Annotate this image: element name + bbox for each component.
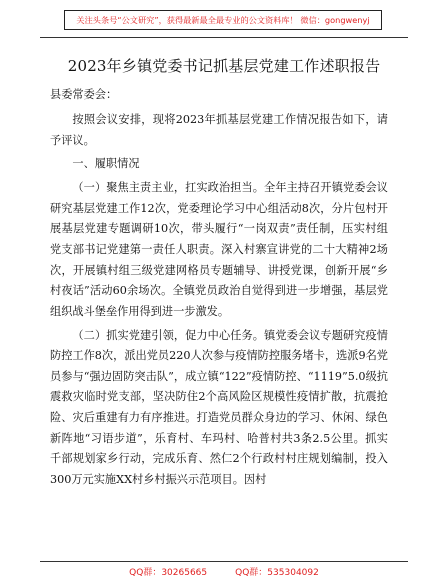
promo-banner: 关注头条号“公文研究”，获得最新最全最专业的公文资料库！ 微信：gongwenyj (64, 10, 382, 30)
qq-group-1: QQ群：30265665 (129, 568, 208, 578)
paragraph-party-building-leadership: （二）抓实党建引领，促力中心任务。镇党委会议专题研究疫情防控工作8次，派出党员220人次参与疫情防控服务堵卡，选派9名党员参与“强边固防突击队”，成立镇“122”疫情防控、“1119”5.0级抗震救灾临时党支部，坚决防住2个高风险区规模性疫情扩散，抗震抢险、灾后重建有力有序推进。打造党员群众身边的学习、休闲、绿色新阵地“习语步道”，乐育村、车玛村、哈普村共3条2.5公里。抓实千部规划家乡行动，完成乐育、然仁2个行政村村庄规划编制，投入300万元实施XX村乡村振兴示范项目。因村 (50, 328, 388, 486)
intro-paragraph: 按照会议安排，现将2023年抓基层党建工作情况报告如下，请予评议。 (50, 113, 388, 147)
qq-group-2: QQ群：535304092 (235, 568, 319, 578)
section-heading-performance: 一、履职情况 (72, 157, 140, 171)
paragraph-political-responsibility: （一）聚焦主责主业，扛实政治担当。全年主持召开镇党委会议研究基层党建工作12次，党委理论学习中心组活动8次，分片包村开展基层党建专题调研10次，带头履行“一岗双责”责任制，压实村组党支部书记党建第一责任人职责。深入村寨宣讲党的二十大精神2场次，开展镇村组三级党建网格员专题辅导、讲授党课，创新开展“乡村夜话”活动60余场次。全镇党员政治自觉得到进一步增强，基层党组织战斗堡垒作用得到进一步激发。 (50, 181, 388, 318)
footer-contact (0, 565, 448, 578)
document-body (50, 85, 388, 494)
header-divider (40, 37, 408, 38)
document-title: 2023年乡镇党委书记抓基层党建工作述职报告 (67, 57, 381, 75)
footer-divider (40, 561, 408, 562)
salutation: 县委常委会： (50, 88, 118, 101)
